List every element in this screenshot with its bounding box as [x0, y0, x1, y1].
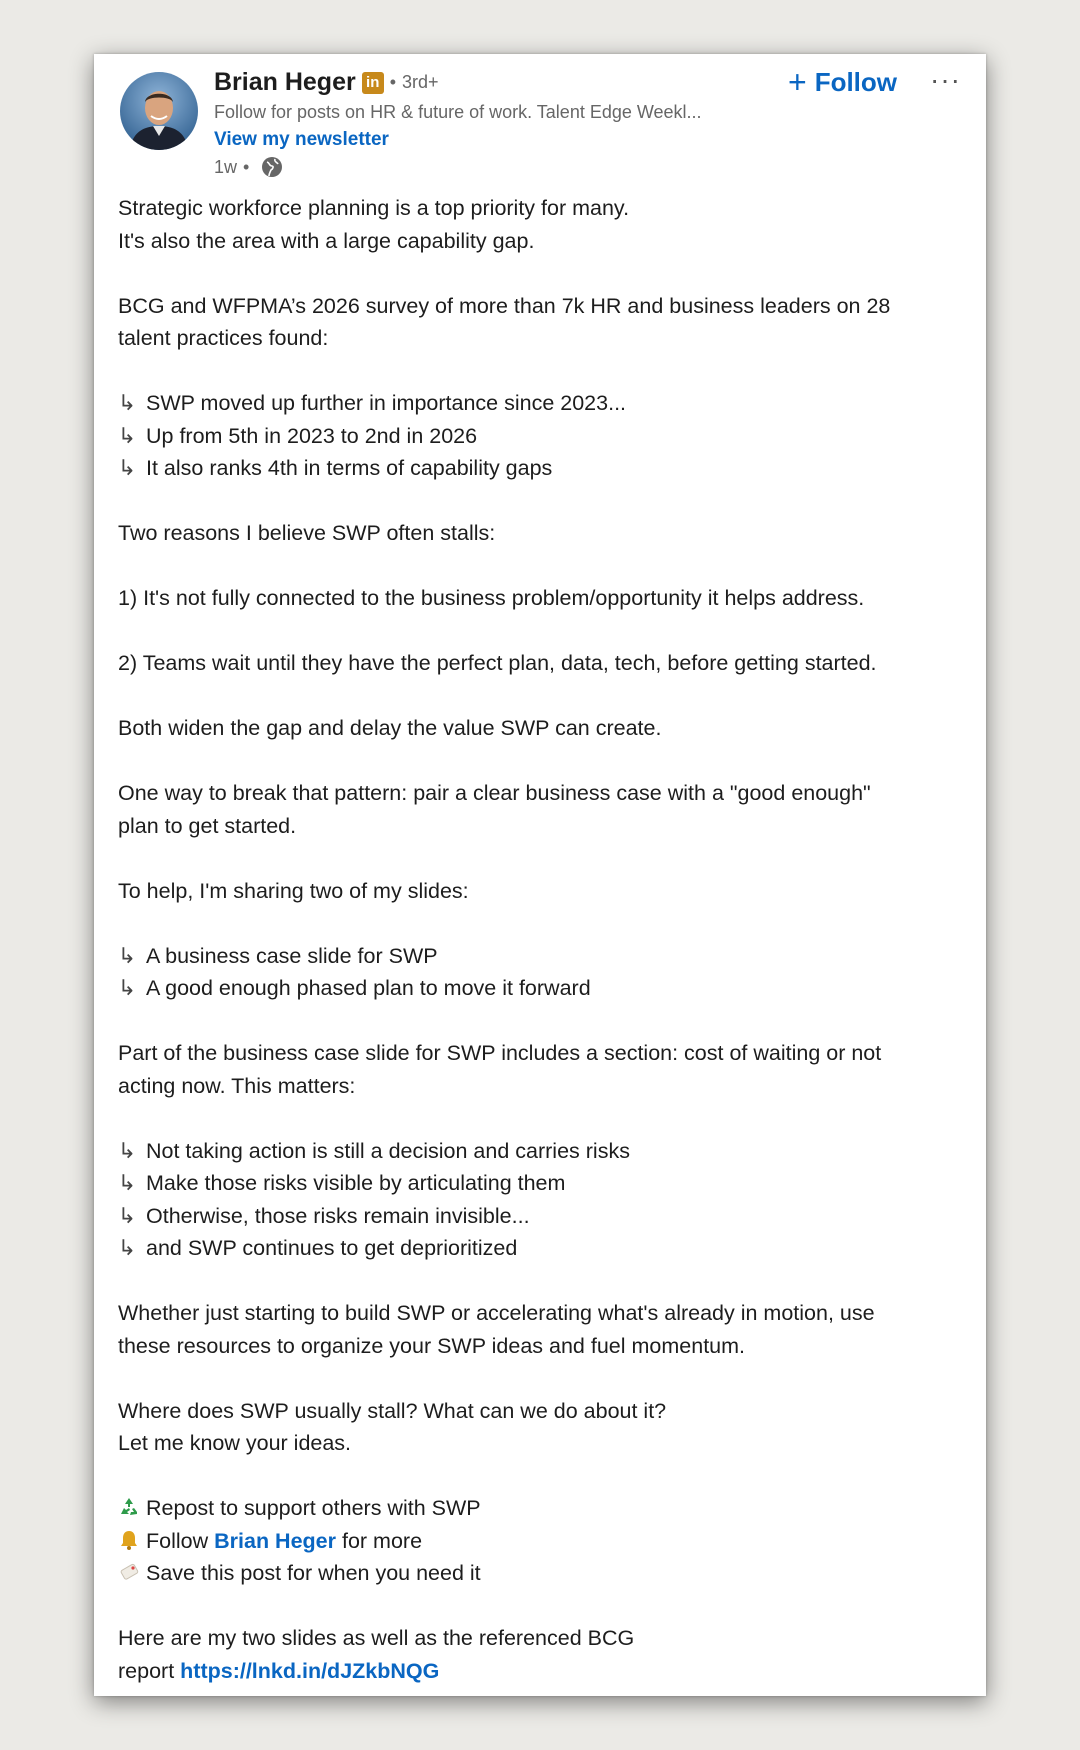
text-line: Where does SWP usually stall? What can we do about it? — [118, 1398, 667, 1423]
list-item-text: Make those risks visible by articulating them — [146, 1171, 566, 1195]
view-newsletter-link[interactable]: View my newsletter — [214, 129, 389, 150]
paragraph: 2) Teams wait until they have the perfect plan, data, tech, before getting started. — [118, 651, 877, 675]
list-item-text: A business case slide for SWP — [146, 943, 438, 968]
cta-save — [118, 1557, 968, 1590]
paragraph — [118, 777, 968, 842]
paragraph: To help, I'm sharing two of my slides: — [118, 878, 469, 903]
text-line: BCG and WFPMA’s 2026 survey of more than 7k HR and business leaders on 28 — [118, 293, 891, 318]
recycle-icon — [118, 1492, 146, 1525]
author-headline: Follow for posts on HR & future of work. Talent Edge Weekl... — [214, 102, 702, 122]
list-item-text: It also ranks 4th in terms of capability gaps — [146, 456, 553, 480]
arrow-icon: ↳ — [118, 976, 137, 1000]
text-line: these resources to organize your SWP ideas and fuel momentum. — [118, 1333, 746, 1358]
text-fragment: report — [118, 1658, 175, 1683]
paragraph — [118, 290, 968, 355]
cta-repost — [118, 1492, 968, 1525]
cta-list — [118, 1492, 968, 1590]
paragraph: Two reasons I believe SWP often stalls: — [118, 521, 496, 545]
globe-icon — [261, 156, 283, 178]
post-body — [118, 192, 968, 1720]
text-line: One way to break that pattern: pair a clear business case with a "good enough" — [118, 781, 871, 805]
list-item — [118, 1200, 968, 1233]
list-item — [118, 940, 968, 973]
connection-degree: 3rd+ — [402, 72, 439, 92]
list-item-text: Not taking action is still a decision and carries risks — [146, 1138, 630, 1163]
list-item — [118, 1232, 968, 1265]
post-card — [94, 54, 986, 1696]
cta-save-text: Save this post for when you need it — [146, 1561, 481, 1585]
text-line: talent practices found: — [118, 326, 329, 350]
separator-dot: • — [389, 72, 397, 92]
arrow-icon: ↳ — [118, 1171, 137, 1195]
bullet-list — [118, 387, 968, 485]
list-item-text: Up from 5th in 2023 to 2nd in 2026 — [146, 423, 478, 448]
text-line: acting now. This matters: — [118, 1073, 356, 1098]
bullet-list — [118, 1135, 968, 1265]
more-options-icon[interactable]: ··· — [930, 64, 961, 95]
bookmark-icon — [118, 1557, 146, 1590]
list-item — [118, 420, 968, 453]
list-item-text: A good enough phased plan to move it forward — [146, 976, 591, 1000]
text-line: plan to get started. — [118, 813, 297, 838]
arrow-icon: ↳ — [118, 391, 137, 415]
cta-follow-suffix: for more — [341, 1528, 423, 1553]
text-line: Here are my two slides as well as the referenced BCG — [118, 1626, 635, 1650]
text-line: Part of the business case slide for SWP includes a section: cost of waiting or not — [118, 1041, 882, 1065]
text-line: Strategic workforce planning is a top priority for many. — [118, 196, 630, 220]
author-name-row — [214, 68, 439, 97]
paragraph — [118, 1622, 968, 1687]
arrow-icon: ↳ — [118, 1203, 137, 1228]
list-item — [118, 452, 968, 485]
paragraph: 1) It's not fully connected to the business problem/opportunity it helps address. — [118, 586, 865, 610]
text-line: It's also the area with a large capability gap. — [118, 228, 535, 253]
follow-label: Follow — [814, 66, 898, 97]
paragraph — [118, 1395, 968, 1460]
author-mention-link[interactable]: Brian Heger — [214, 1528, 336, 1553]
text-line: Whether just starting to build SWP or accelerating what's already in motion, use — [118, 1301, 875, 1325]
paragraph — [118, 1297, 968, 1362]
separator-dot: • — [243, 156, 250, 177]
paragraph: Both widen the gap and delay the value SWP can create. — [118, 716, 662, 740]
post-meta — [214, 156, 283, 178]
bullet-list — [118, 940, 968, 1005]
list-item — [118, 387, 968, 420]
paragraph — [118, 192, 968, 257]
post-time: 1w — [214, 156, 238, 177]
list-item — [118, 1135, 968, 1168]
arrow-icon: ↳ — [118, 456, 137, 480]
plus-icon: + — [788, 64, 807, 100]
arrow-icon: ↳ — [118, 1138, 137, 1163]
arrow-icon: ↳ — [118, 943, 137, 968]
list-item — [118, 1167, 968, 1200]
follow-button[interactable] — [788, 66, 897, 98]
bell-icon — [118, 1525, 146, 1558]
list-item-text: Otherwise, those risks remain invisible... — [146, 1203, 530, 1228]
paragraph — [118, 1037, 968, 1102]
linkedin-badge-icon: in — [362, 72, 384, 94]
report-link[interactable]: https://lnkd.in/dJZkbNQG — [180, 1658, 440, 1683]
list-item — [118, 972, 968, 1005]
cta-follow-text: Follow — [146, 1528, 209, 1553]
list-item-text: and SWP continues to get deprioritized — [146, 1236, 518, 1260]
cta-repost-text: Repost to support others with SWP — [146, 1496, 481, 1520]
author-avatar[interactable] — [120, 72, 198, 150]
author-name[interactable]: Brian Heger — [214, 68, 356, 96]
cta-follow — [118, 1525, 968, 1558]
text-line — [118, 1655, 968, 1688]
list-item-text: SWP moved up further in importance since 2023... — [146, 391, 627, 415]
arrow-icon: ↳ — [118, 1236, 137, 1260]
text-line: Let me know your ideas. — [118, 1431, 352, 1455]
arrow-icon: ↳ — [118, 423, 137, 448]
